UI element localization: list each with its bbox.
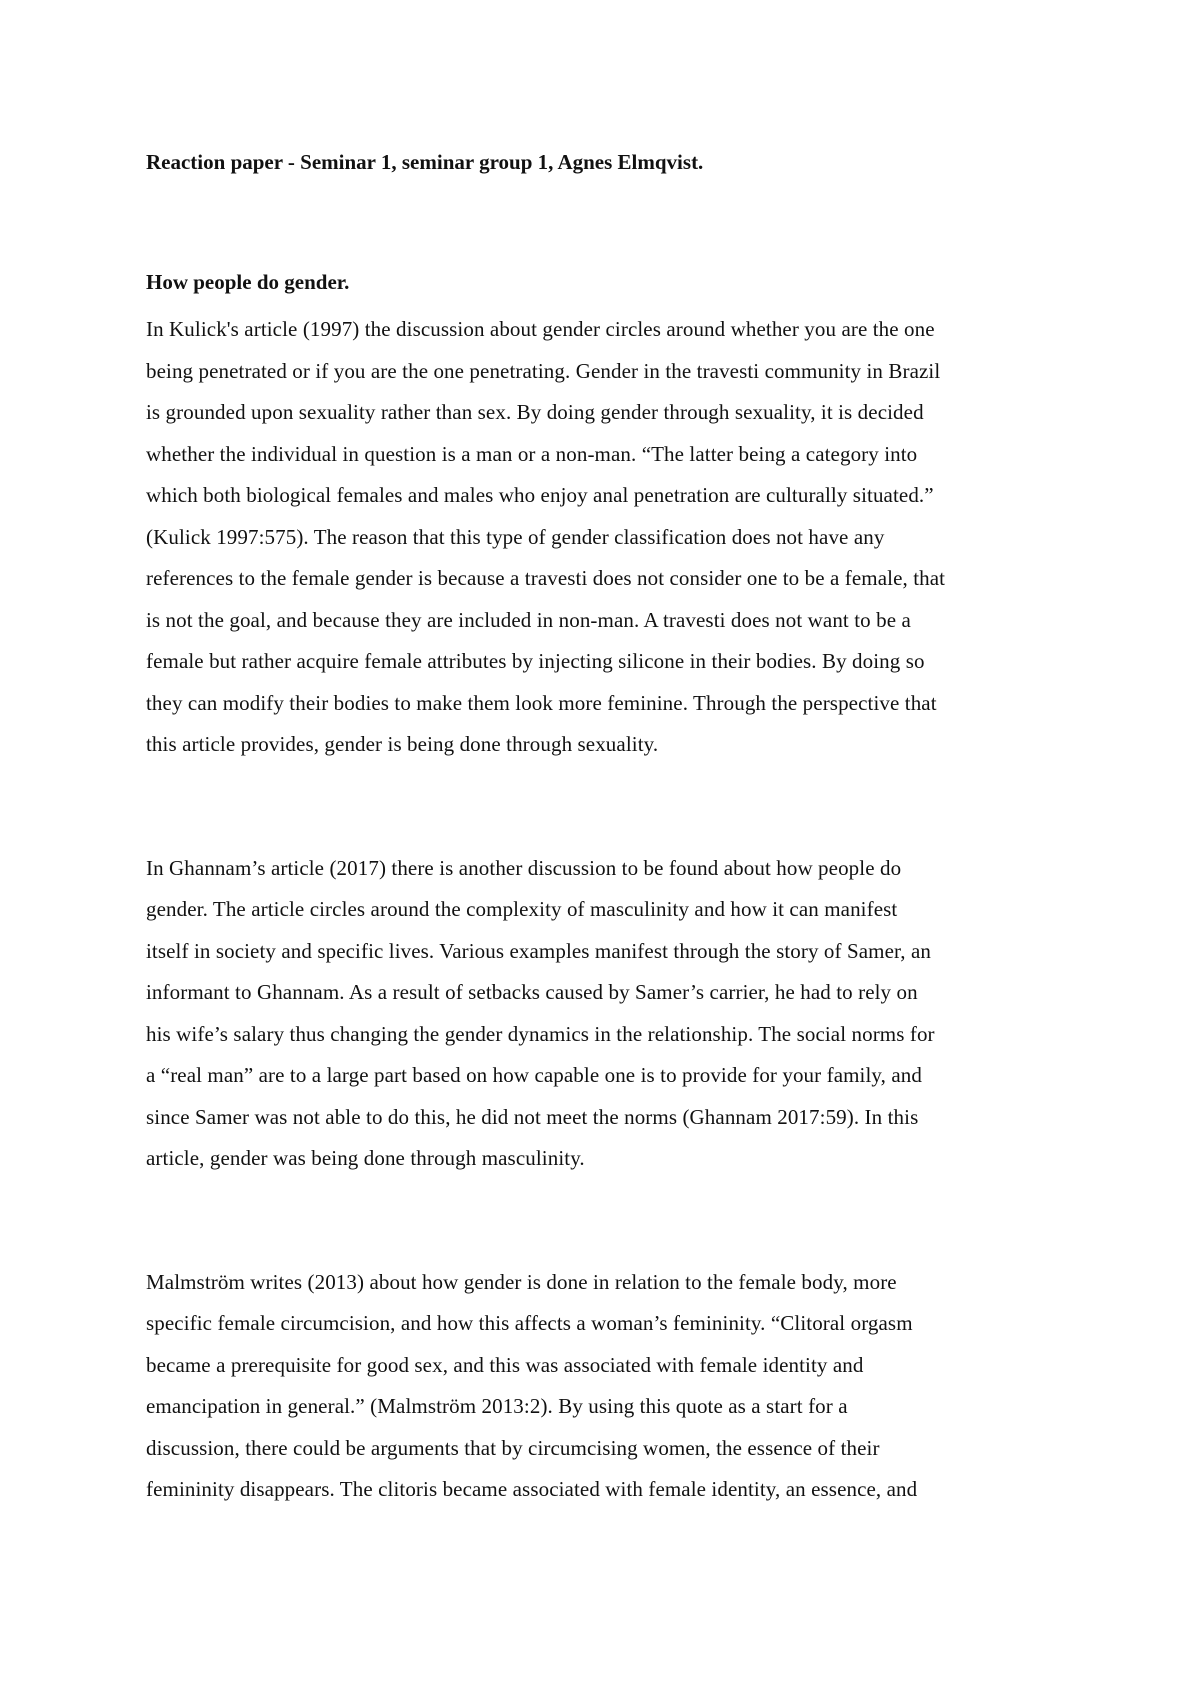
paragraph-line: specific female circumcision, and how this affects a woman’s femininity. “Clitoral orgasm: [146, 1311, 913, 1335]
paragraph-line: itself in society and specific lives. Various examples manifest through the story of Samer, an: [146, 938, 931, 963]
paragraph-line: a “real man” are to a large part based on how capable one is to provide for your family, and: [146, 1063, 922, 1087]
paragraph-line: In Kulick's article (1997) the discussion about gender circles around whether you are the one: [146, 317, 935, 341]
paragraph-line: his wife’s salary thus changing the gender dynamics in the relationship. The social norms for: [146, 1021, 935, 1046]
paragraph-line: this article provides, gender is being done through sexuality.: [146, 732, 659, 756]
paragraph-line: is grounded upon sexuality rather than sex. By doing gender through sexuality, it is decided: [146, 400, 924, 424]
section-heading: How people do gender.: [146, 270, 350, 294]
paragraph-line: female but rather acquire female attributes by injecting silicone in their bodies. By doing so: [146, 649, 925, 673]
document-title: Reaction paper - Seminar 1, seminar group 1, Agnes Elmqvist.: [146, 150, 704, 174]
paragraph-line: being penetrated or if you are the one penetrating. Gender in the travesti community in Brazil: [146, 358, 941, 383]
paragraph-line: became a prerequisite for good sex, and this was associated with female identity and: [146, 1352, 864, 1377]
paragraph-line: they can modify their bodies to make them look more feminine. Through the perspective that: [146, 690, 937, 715]
paragraph-line: gender. The article circles around the complexity of masculinity and how it can manifest: [146, 897, 898, 921]
paragraph-malmstrom: [146, 1262, 1066, 1511]
paragraph-line: femininity disappears. The clitoris became associated with female identity, an essence, and: [146, 1477, 918, 1501]
document-body: [146, 150, 1066, 1511]
paragraph-line: In Ghannam’s article (2017) there is another discussion to be found about how people do: [146, 855, 902, 880]
paragraph-line: is not the goal, and because they are included in non-man. A travesti does not want to be a: [146, 607, 911, 632]
paragraph-line: discussion, there could be arguments that by circumcising women, the essence of their: [146, 1435, 880, 1460]
paragraph-line: which both biological females and males who enjoy anal penetration are culturally situated.”: [146, 483, 934, 507]
paragraph-line: since Samer was not able to do this, he did not meet the norms (Ghannam 2017:59). In this: [146, 1104, 919, 1129]
paragraph-line: references to the female gender is because a travesti does not consider one to be a female, that: [146, 566, 946, 590]
paragraph-line: informant to Ghannam. As a result of setbacks caused by Samer’s carrier, he had to rely on: [146, 980, 918, 1004]
paragraph-line: article, gender was being done through masculinity.: [146, 1146, 585, 1170]
paragraph-ghannam: [146, 848, 1066, 1180]
paragraph-line: Malmström writes (2013) about how gender is done in relation to the female body, more: [146, 1269, 897, 1294]
paragraph-line: (Kulick 1997:575). The reason that this type of gender classification does not have any: [146, 524, 885, 549]
paragraph-kulick: [146, 309, 1066, 766]
paragraph-line: emancipation in general.” (Malmström 2013:2). By using this quote as a start for a: [146, 1394, 848, 1418]
paragraph-line: whether the individual in question is a man or a non-man. “The latter being a category into: [146, 441, 918, 466]
